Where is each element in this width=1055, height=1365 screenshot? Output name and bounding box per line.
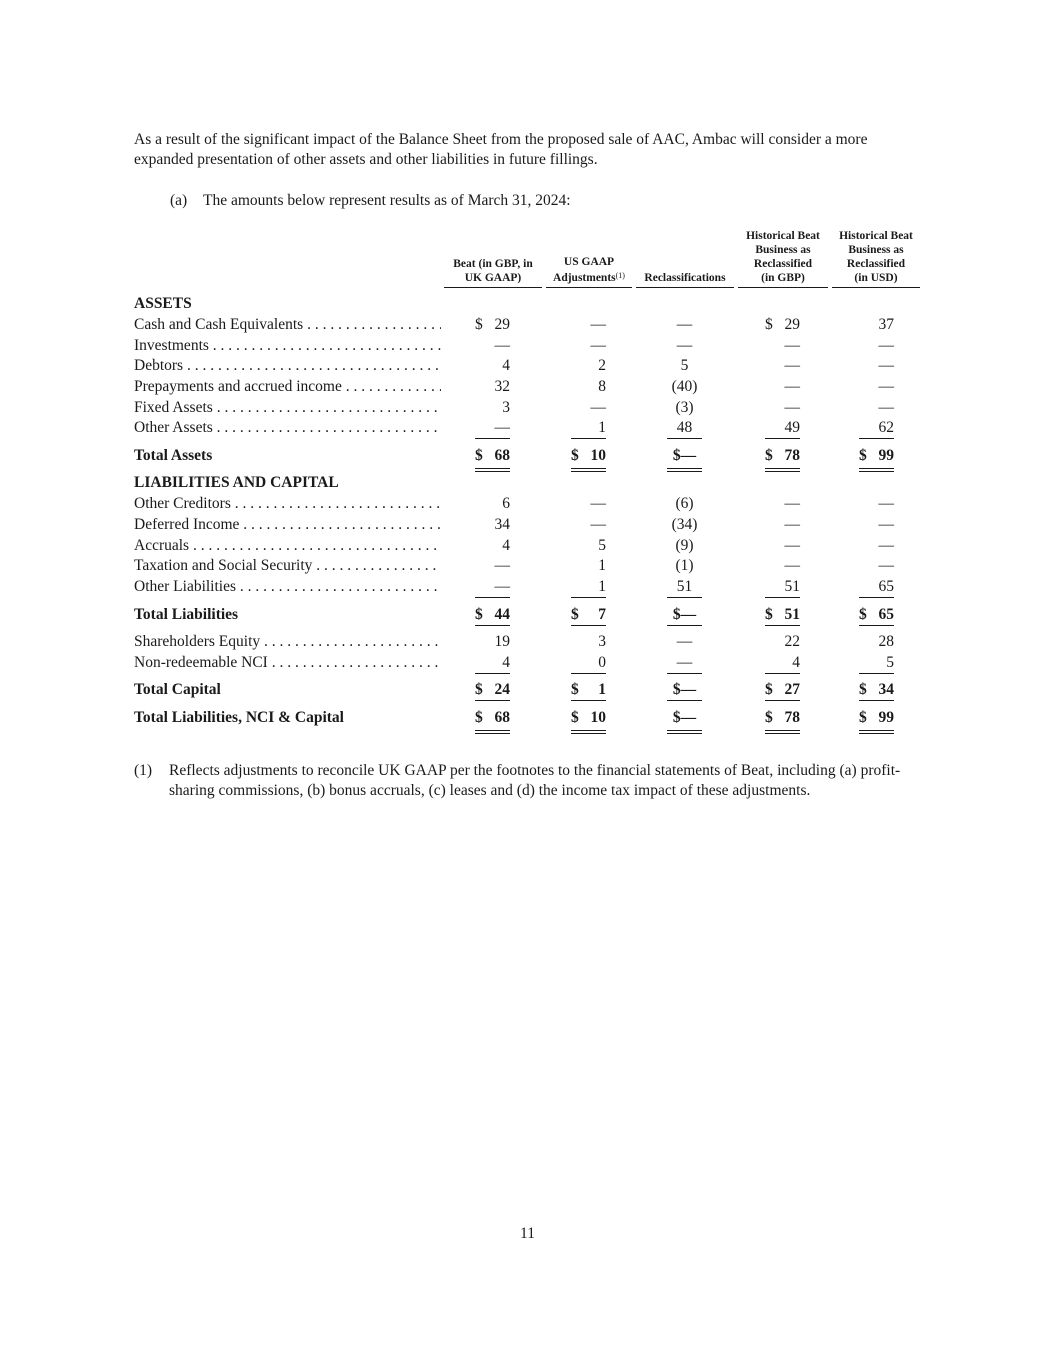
- table-cell: [859, 398, 894, 418]
- table-row-prepayments: [134, 377, 924, 397]
- table-cell: [859, 515, 894, 535]
- cell-value: 10: [590, 709, 606, 726]
- column-header-line: Beat (in GBP, in: [453, 258, 533, 270]
- note-a: [170, 191, 870, 211]
- cell-value: —: [590, 516, 606, 533]
- table-cell: [859, 653, 894, 674]
- row-label: Total Liabilities: [134, 606, 239, 623]
- table-row-debtors: [134, 356, 924, 376]
- table-cell: [475, 377, 510, 397]
- table-cell: [571, 336, 606, 356]
- table-row-shareholders-equity: [134, 632, 924, 652]
- cell-value: 51: [676, 578, 693, 595]
- cell-value: 99: [878, 709, 894, 726]
- table-cell: [667, 494, 702, 514]
- row-label: Total Capital: [134, 681, 221, 698]
- cell-value: (34): [671, 516, 698, 533]
- table-cell: [859, 536, 894, 556]
- table-cell: [571, 632, 606, 652]
- table-cell: [475, 653, 510, 674]
- note-a-label: (a): [170, 192, 188, 209]
- table-cell: [859, 556, 894, 576]
- column-header-text: Adjustments: [553, 272, 616, 284]
- row-label: Deferred Income . . .: [134, 515, 441, 535]
- cell-value: —: [590, 399, 606, 416]
- row-label: Other Creditors . . .: [134, 494, 441, 514]
- cell-value: 37: [878, 316, 894, 333]
- cell-value: 24: [494, 681, 510, 698]
- table-cell: [475, 398, 510, 418]
- currency-symbol: $: [475, 606, 483, 623]
- cell-value: —: [878, 516, 894, 533]
- table-cell: [765, 418, 800, 439]
- cell-value: $—: [672, 447, 697, 464]
- table-cell: [571, 377, 606, 397]
- table-cell: [571, 556, 606, 576]
- intro-paragraph: As a result of the significant impact of the Balance Sheet from the proposed sale of AAC, Ambac will consider a more expanded presentation of other assets and other liabilities in future fillings.: [134, 131, 868, 168]
- table-cell: [859, 577, 894, 598]
- cell-value: —: [784, 557, 800, 574]
- table-cell: [571, 653, 606, 674]
- table-row-total-all: [134, 708, 924, 728]
- table-cell: [765, 356, 800, 376]
- cell-value: —: [878, 399, 894, 416]
- table-cell: [667, 418, 702, 439]
- cell-value: 65: [878, 578, 894, 595]
- cell-value: 51: [784, 578, 800, 595]
- cell-value: (9): [675, 537, 694, 554]
- table-row-investments: [134, 336, 924, 356]
- cell-value: 3: [598, 633, 606, 650]
- table-cell: [765, 605, 800, 626]
- currency-symbol: $: [571, 447, 579, 464]
- table-cell: [859, 632, 894, 652]
- table-cell: [571, 708, 606, 728]
- column-header-line: UK GAAP): [464, 272, 522, 284]
- table-cell: [571, 577, 606, 598]
- table-row-cash: [134, 315, 924, 335]
- cell-value: 3: [502, 399, 510, 416]
- cell-value: 4: [502, 357, 510, 374]
- cell-value: 29: [784, 316, 800, 333]
- cell-value: —: [784, 495, 800, 512]
- row-label: Other Liabilities . . .: [134, 577, 441, 597]
- section-assets: ASSETS: [134, 295, 192, 312]
- cell-value: —: [676, 337, 693, 354]
- cell-value: 44: [494, 606, 510, 623]
- row-label: Prepayments and accrued income . . .: [134, 377, 441, 397]
- cell-value: 5: [598, 537, 606, 554]
- table-row-fixed-assets: [134, 398, 924, 418]
- cell-value: 62: [878, 419, 894, 436]
- currency-symbol: $: [765, 709, 773, 726]
- cell-value: —: [590, 337, 606, 354]
- table-cell: [765, 515, 800, 535]
- column-header-5: [832, 230, 920, 288]
- row-label: Shareholders Equity . . .: [134, 632, 441, 652]
- cell-value: 5: [680, 357, 689, 374]
- table-cell: [667, 377, 702, 397]
- column-header-line: Reclassified: [846, 258, 906, 270]
- section-liabilities: LIABILITIES AND CAPITAL: [134, 474, 339, 491]
- table-cell: [475, 515, 510, 535]
- column-header-line: Reclassifications: [644, 272, 726, 284]
- table-cell: [571, 418, 606, 439]
- row-label: Taxation and Social Security . . .: [134, 556, 441, 576]
- currency-symbol: $: [765, 316, 773, 333]
- column-header-line: Business as: [848, 244, 904, 256]
- table-cell: [859, 315, 894, 335]
- table-cell: [571, 536, 606, 556]
- currency-symbol: $: [859, 681, 867, 698]
- table-cell: [765, 680, 800, 701]
- cell-value: (40): [671, 378, 698, 395]
- cell-value: 32: [494, 378, 510, 395]
- column-header-2: [546, 230, 632, 288]
- table-cell: [667, 653, 702, 674]
- cell-value: $—: [672, 606, 697, 623]
- table-row-other-assets: [134, 418, 924, 438]
- table-cell: [475, 536, 510, 556]
- table-cell: [571, 398, 606, 418]
- table-cell: [667, 315, 702, 335]
- table-cell: [765, 708, 800, 728]
- table-row-taxation: [134, 556, 924, 576]
- table-cell: [859, 356, 894, 376]
- cell-value: —: [878, 537, 894, 554]
- cell-value: 22: [784, 633, 800, 650]
- cell-value: 78: [784, 447, 800, 464]
- cell-value: 1: [598, 419, 606, 436]
- table-cell: [667, 708, 702, 728]
- footnote-number: (1): [134, 762, 153, 779]
- table-cell: [475, 356, 510, 376]
- cell-value: —: [784, 537, 800, 554]
- column-header-line: Historical Beat: [839, 230, 913, 242]
- cell-value: 7: [598, 606, 606, 623]
- cell-value: —: [494, 419, 510, 436]
- column-header-4: [738, 230, 828, 288]
- cell-value: 1: [598, 681, 606, 698]
- table-cell: [765, 336, 800, 356]
- cell-value: 0: [598, 654, 606, 671]
- footnote-text: Reflects adjustments to reconcile UK GAAP per the footnotes to the financial statements of Beat, including (a) profit-sharing commissions, (b) bonus accruals, (c) leases and (d) the income tax impact of these adjustments.: [169, 762, 901, 799]
- cell-value: —: [590, 316, 606, 333]
- table-cell: [475, 577, 510, 598]
- column-header-line: Reclassified: [753, 258, 813, 270]
- currency-symbol: $: [571, 606, 579, 623]
- table-cell: [859, 418, 894, 439]
- cell-value: —: [676, 633, 693, 650]
- table-cell: [667, 446, 702, 466]
- cell-value: (1): [675, 557, 694, 574]
- table-cell: [765, 398, 800, 418]
- table-row-total-liabilities: [134, 605, 924, 625]
- table-cell: [475, 446, 510, 466]
- cell-value: —: [590, 495, 606, 512]
- table-cell: [571, 515, 606, 535]
- table-cell: [765, 556, 800, 576]
- table-cell: [859, 605, 894, 626]
- table-cell: [475, 708, 510, 728]
- note-a-text: The amounts below represent results as of March 31, 2024:: [203, 192, 571, 209]
- table-cell: [475, 605, 510, 626]
- cell-value: 4: [792, 654, 800, 671]
- row-label: Debtors . . .: [134, 356, 441, 376]
- table-cell: [859, 446, 894, 466]
- cell-value: —: [878, 337, 894, 354]
- cell-value: (3): [675, 399, 694, 416]
- table-cell: [571, 605, 606, 626]
- table-cell: [667, 515, 702, 535]
- currency-symbol: $: [475, 681, 483, 698]
- column-header-line: (in USD): [854, 272, 898, 284]
- cell-value: 8: [598, 378, 606, 395]
- table-cell: [571, 680, 606, 701]
- row-label: Other Assets . . .: [134, 418, 441, 438]
- table-cell: [765, 653, 800, 674]
- table-cell: [667, 605, 702, 626]
- cell-value: 49: [784, 419, 800, 436]
- table-cell: [475, 494, 510, 514]
- table-cell: [571, 356, 606, 376]
- cell-value: 1: [598, 557, 606, 574]
- currency-symbol: $: [571, 709, 579, 726]
- table-cell: [859, 680, 894, 701]
- table-cell: [475, 556, 510, 576]
- cell-value: 28: [878, 633, 894, 650]
- cell-value: —: [494, 578, 510, 595]
- table-cell: [765, 377, 800, 397]
- cell-value: —: [784, 399, 800, 416]
- table-cell: [667, 336, 702, 356]
- table-cell: [765, 315, 800, 335]
- currency-symbol: $: [765, 606, 773, 623]
- table-cell: [475, 680, 510, 701]
- cell-value: 48: [676, 419, 693, 436]
- cell-value: 6: [502, 495, 510, 512]
- cell-value: (6): [675, 495, 694, 512]
- table-cell: [667, 577, 702, 598]
- cell-value: 5: [886, 654, 894, 671]
- cell-value: 1: [598, 578, 606, 595]
- cell-value: 2: [598, 357, 606, 374]
- table-cell: [571, 494, 606, 514]
- cell-value: —: [878, 378, 894, 395]
- cell-value: 27: [784, 681, 800, 698]
- table-cell: [667, 632, 702, 652]
- table-row-accruals: [134, 536, 924, 556]
- cell-value: 4: [502, 654, 510, 671]
- table-row-nci: [134, 653, 924, 673]
- column-header-line: Historical Beat: [746, 230, 820, 242]
- table-cell: [475, 315, 510, 335]
- cell-value: 19: [494, 633, 510, 650]
- row-label: Fixed Assets . . .: [134, 398, 441, 418]
- table-cell: [571, 446, 606, 466]
- cell-value: 68: [494, 709, 510, 726]
- table-cell: [475, 418, 510, 439]
- page-number: 11: [520, 1225, 535, 1242]
- cell-value: —: [784, 516, 800, 533]
- column-header-line: [546, 269, 632, 285]
- footnote-ref: (1): [615, 271, 625, 280]
- table-cell: [667, 556, 702, 576]
- cell-value: $—: [672, 681, 697, 698]
- table-cell: [859, 708, 894, 728]
- cell-value: 29: [494, 316, 510, 333]
- cell-value: —: [784, 337, 800, 354]
- row-label: Total Liabilities, NCI & Capital: [134, 709, 344, 726]
- table-row-total-assets: [134, 446, 924, 466]
- currency-symbol: $: [859, 709, 867, 726]
- cell-value: 34: [494, 516, 510, 533]
- table-cell: [667, 356, 702, 376]
- cell-value: —: [878, 495, 894, 512]
- cell-value: —: [494, 557, 510, 574]
- cell-value: —: [878, 557, 894, 574]
- cell-value: 51: [784, 606, 800, 623]
- table-row-total-capital: [134, 680, 924, 700]
- column-header-line: Business as: [755, 244, 811, 256]
- currency-symbol: $: [571, 681, 579, 698]
- cell-value: 34: [878, 681, 894, 698]
- cell-value: —: [676, 654, 693, 671]
- table-cell: [667, 536, 702, 556]
- cell-value: —: [494, 337, 510, 354]
- table-cell: [765, 446, 800, 466]
- table-cell: [475, 336, 510, 356]
- row-label: Non-redeemable NCI . . .: [134, 653, 441, 673]
- table-cell: [765, 632, 800, 652]
- table-cell: [765, 494, 800, 514]
- cell-value: 68: [494, 447, 510, 464]
- column-header-line: US GAAP: [563, 256, 615, 268]
- cell-value: —: [784, 357, 800, 374]
- cell-value: $—: [672, 709, 697, 726]
- cell-value: 10: [590, 447, 606, 464]
- table-cell: [859, 377, 894, 397]
- currency-symbol: $: [765, 681, 773, 698]
- row-label: Accruals . . .: [134, 536, 441, 556]
- table-cell: [765, 536, 800, 556]
- table-cell: [859, 494, 894, 514]
- cell-value: 65: [878, 606, 894, 623]
- table-row-other-liabilities: [134, 577, 924, 597]
- row-label: Total Assets: [134, 447, 213, 464]
- currency-symbol: $: [475, 447, 483, 464]
- row-label: Investments . . .: [134, 336, 441, 356]
- cell-value: 99: [878, 447, 894, 464]
- column-header-3: [636, 230, 734, 288]
- currency-symbol: $: [859, 447, 867, 464]
- currency-symbol: $: [859, 606, 867, 623]
- row-label: Cash and Cash Equivalents . . .: [134, 315, 441, 335]
- column-header-1: [444, 230, 542, 288]
- column-header-line: (in GBP): [761, 272, 805, 284]
- table-cell: [859, 336, 894, 356]
- table-cell: [571, 315, 606, 335]
- table-row-other-creditors: [134, 494, 924, 514]
- cell-value: —: [878, 357, 894, 374]
- table-cell: [667, 680, 702, 701]
- currency-symbol: $: [765, 447, 773, 464]
- table-row-deferred-income: [134, 515, 924, 535]
- cell-value: 4: [502, 537, 510, 554]
- currency-symbol: $: [475, 709, 483, 726]
- table-cell: [765, 577, 800, 598]
- cell-value: —: [676, 316, 693, 333]
- cell-value: —: [784, 378, 800, 395]
- cell-value: 78: [784, 709, 800, 726]
- table-cell: [667, 398, 702, 418]
- table-cell: [475, 632, 510, 652]
- currency-symbol: $: [475, 316, 483, 333]
